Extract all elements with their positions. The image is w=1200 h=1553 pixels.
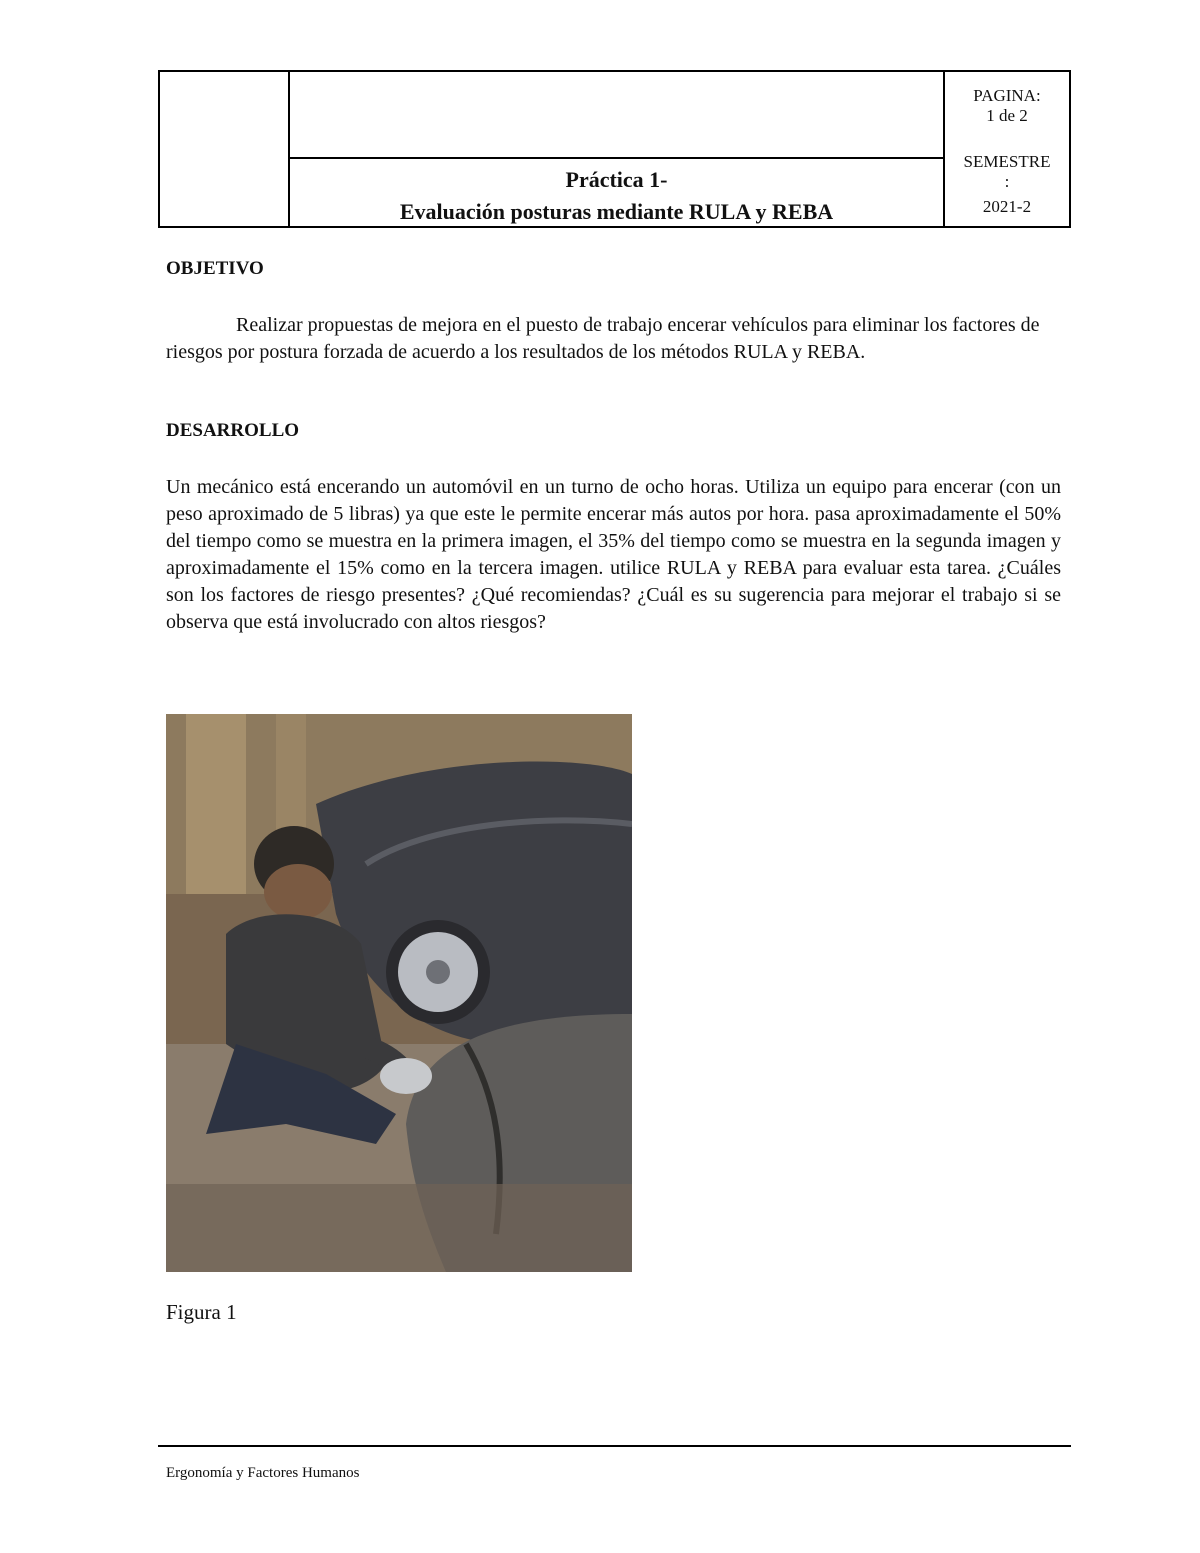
objetivo-paragraph [166,312,1061,366]
page-value: 1 de 2 [986,106,1028,125]
desarrollo-heading: DESARROLLO [166,420,300,441]
semester-label: SEMESTRE [963,152,1051,171]
page-label: PAGINA: [973,86,1041,105]
desarrollo-paragraph: Un mecánico está encerando un automóvil en un turno de ocho horas. Utiliza un equipo para encerar (con un peso aproximado de 5 libras) ya que este le permite encerar más autos por hora. pasa aproximadamente el 50% del tiempo como se muestra en la primera imagen, el 35% del tiempo como se muestra en la segunda imagen y aproximadamente el 15% como en la tercera imagen. utilice RULA y REBA para evaluar esta tarea. ¿Cuáles son los factores de riesgo presentes? ¿Qué recomiendas? ¿Cuál es su sugerencia para mejorar el trabajo si se observa que está involucrado con altos riesgos? [166,476,1061,633]
figure-caption: Figura 1 [166,1300,237,1324]
objetivo-heading: OBJETIVO [166,258,264,279]
figure-1-image [166,714,632,1272]
practice-title [290,159,943,227]
semester-value: 2021-2 [982,197,1032,216]
logo-cell [160,72,290,226]
institution-cell [290,72,943,159]
practice-title-line2: Evaluación posturas mediante RULA y REBA [399,199,834,224]
document-header-table [158,70,1071,228]
objetivo-text: Realizar propuestas de mejora en el puesto de trabajo encerar vehículos para eliminar los factores de riesgos por postura forzada de acuerdo a los resultados de los métodos RULA y REBA. [166,314,1040,363]
mechanic-waxing-car-illustration [166,714,632,1272]
title-cell [290,72,945,226]
footer-text: Ergonomía y Factores Humanos [166,1465,360,1481]
footer-divider [158,1445,1071,1447]
practice-title-line1: Práctica 1- [565,167,668,192]
page-info-cell [945,72,1069,226]
semester-colon: : [1004,172,1010,191]
